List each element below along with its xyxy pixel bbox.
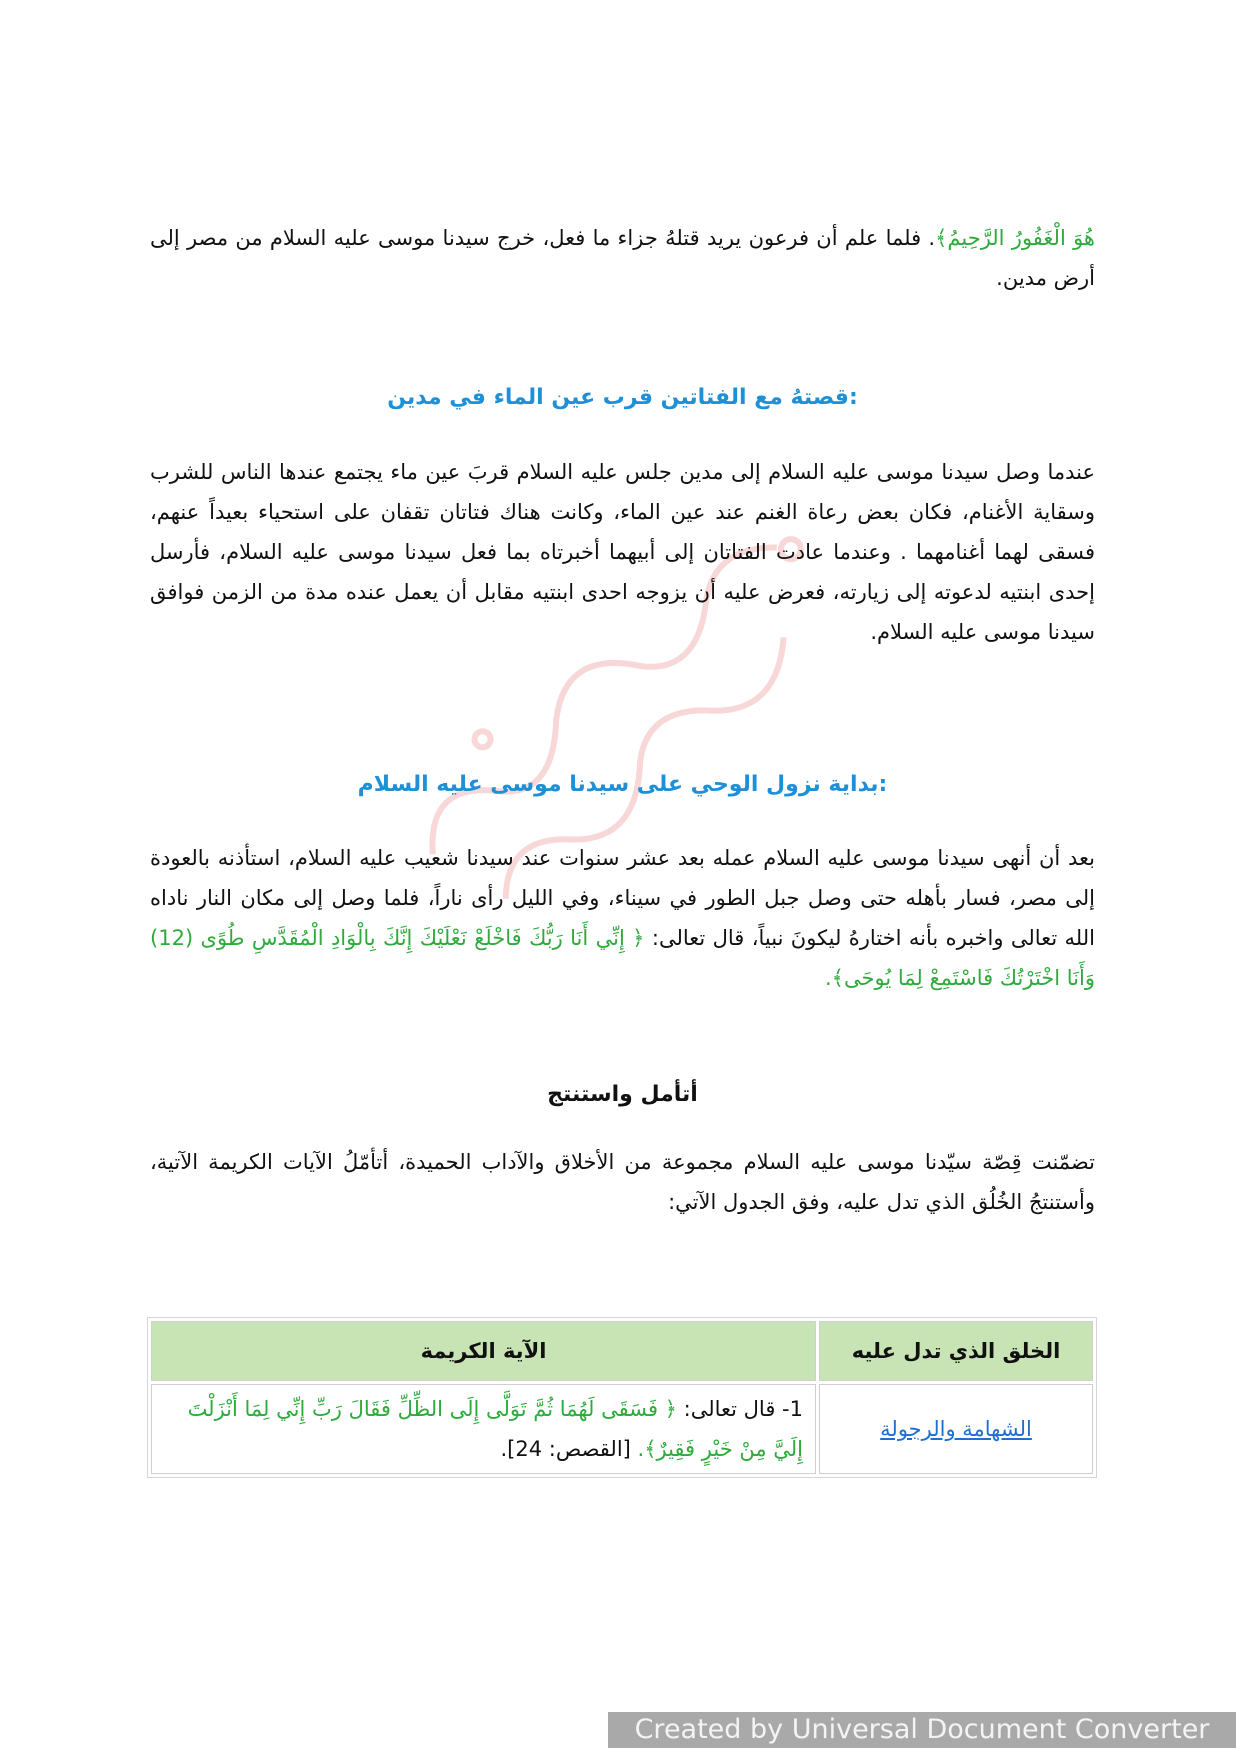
intro-verse-end: هُوَ الْغَفُورُ الرَّحِيمُ﴾ <box>935 226 1095 250</box>
verse-cell <box>151 1384 816 1474</box>
verse-prefix: 1- قال تعالى: <box>676 1397 803 1421</box>
section2-verse: ﴿ إِنِّي أَنَا رَبُّكَ فَاخْلَعْ نَعْلَيْكَ إِنَّكَ بِالْوَادِ الْمُقَدَّسِ طُوًى (12) وَأَنَا اخْتَرْتُكَ فَاسْتَمِعْ لِمَا يُوحَى﴾. <box>150 926 1095 990</box>
table-header-row <box>151 1321 1093 1381</box>
converter-footer-banner: Created by Universal Document Converter <box>608 1712 1236 1748</box>
table-row <box>151 1384 1093 1474</box>
header-verse: الآية الكريمة <box>151 1321 816 1381</box>
section2-body <box>150 838 1095 998</box>
verse-text: ﴿ فَسَقَى لَهُمَا ثُمَّ تَوَلَّى إِلَى الظِّلِّ فَقَالَ رَبِّ إِنِّي لِمَا أَنْزَلْتَ إِلَيَّ مِنْ خَيْرٍ فَقِيرٌ﴾. <box>187 1397 803 1461</box>
morals-table <box>147 1317 1097 1478</box>
section1-body: عندما وصل سيدنا موسى عليه السلام إلى مدين جلس عليه السلام قربَ عين ماء يجتمع عندها الناس للشرب وسقاية الأغنام، فكان بعض رعاة الغنم عند عين الماء، وكانت هناك فتاتان تقفان على استحياء بعيداً عنهم، فسقى لهما أغنامهما . وعندما عادت الفتاتان إلى أبيهما أخبرتاه بما فعل سيدنا موسى عليه السلام، فأرسل إحدى ابنتيه لدعوته إلى زيارته، فعرض عليه أن يزوجه احدى ابنتيه مقابل أن يعمل عنده مدة من الزمن فوافق سيدنا موسى عليه السلام. <box>150 460 1095 644</box>
moral-link[interactable]: الشهامة والرجولة <box>880 1417 1032 1441</box>
section-heading-girls-at-well: قصتهُ مع الفتاتين قرب عين الماء في مدين: <box>387 385 858 410</box>
intro-text: . فلما علم أن فرعون يريد قتلهُ جزاء ما فعل، خرج سيدنا موسى عليه السلام من مصر إلى أرض مدين. <box>150 226 1095 290</box>
section3-body: تضمّنت قِصّة سيّدنا موسى عليه السلام مجموعة من الأخلاق والآداب الحميدة، أتأمّلُ الآيات الكريمة الآتية، وأستنتجُ الخُلُق الذي تدل عليه، وفق الجدول الآتي: <box>150 1150 1095 1214</box>
header-moral: الخلق الذي تدل عليه <box>819 1321 1093 1381</box>
section2-text: بعد أن أنهى سيدنا موسى عليه السلام عمله بعد عشر سنوات عند سيدنا شعيب عليه السلام، استأذنه بالعودة إلى مصر، فسار بأهله حتى وصل جبل الطور في سيناء، وفي الليل رأى ناراً، فلما وصل إلى مكان النار ناداه الله تعالى واخبره بأنه اختارهُ ليكونَ نبياً، قال تعالى: <box>150 846 1095 950</box>
verse-reference: [القصص: 24]. <box>500 1437 638 1461</box>
section-heading-reflect: أتأمل واستنتج <box>547 1082 698 1107</box>
moral-cell <box>819 1384 1093 1474</box>
section-heading-revelation: بداية نزول الوحي على سيدنا موسى عليه السلام: <box>357 772 888 797</box>
intro-paragraph <box>150 218 1095 298</box>
